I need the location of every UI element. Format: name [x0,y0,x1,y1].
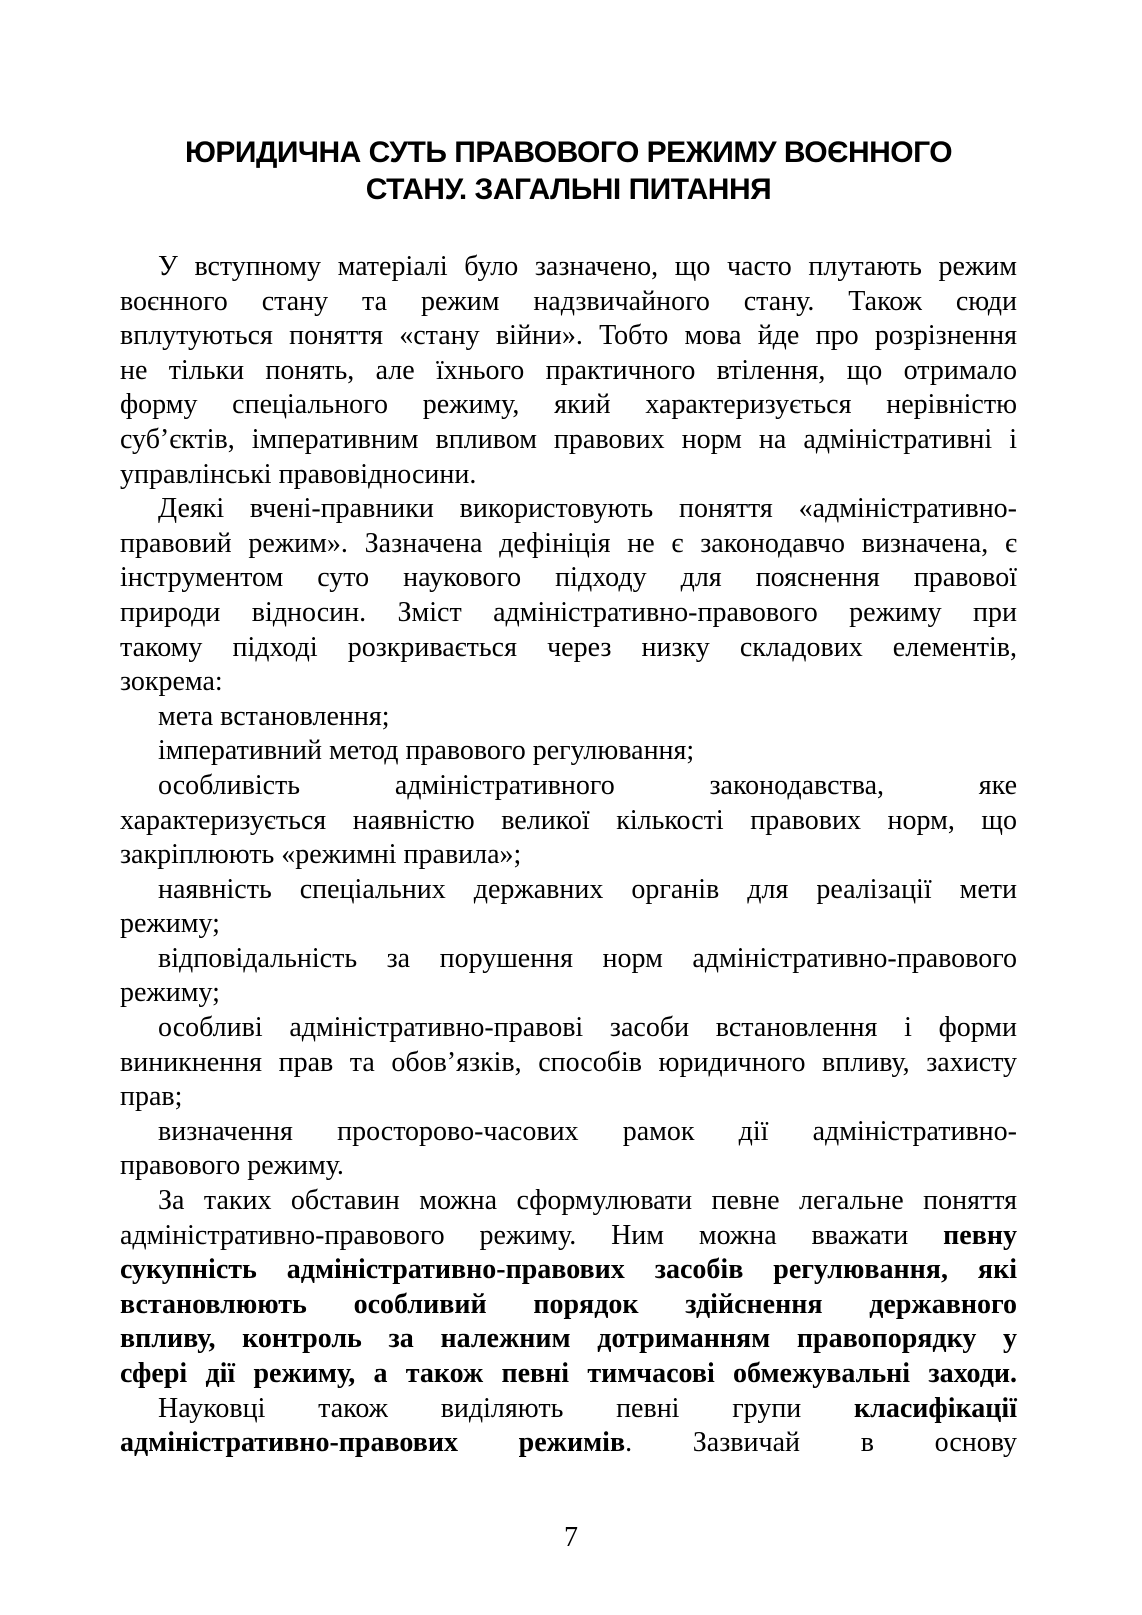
page-title [120,134,1017,208]
body-paragraph [120,492,1017,700]
text-segment: правовий режим». Зазначена дефініція не є законодавчо визначена, є [120,527,1017,559]
body-paragraph [120,769,1017,873]
text-segment: режиму; [120,977,220,1009]
text-segment: характеризується наявністю великої кількості правових норм, що [120,804,1017,836]
body-paragraph [120,700,1017,735]
text-line [120,1080,1017,1115]
text-line [120,1115,1017,1150]
text-line [120,631,1017,666]
text-line [120,1253,1017,1288]
text-segment: такому підході розкривається через низку складових елементів, [120,631,1017,663]
text-line [120,319,1017,354]
text-segment: природи відносин. Зміст адміністративно-правового режиму при [120,596,1017,628]
body-paragraph [120,1392,1017,1461]
text-line [120,1288,1017,1323]
text-segment: правового режиму. [120,1150,344,1182]
text-segment: виникнення прав та обов’язків, способів юридичного впливу, захисту [120,1046,1017,1078]
text-line [120,423,1017,458]
text-segment: суб’єктів, імперативним впливом правових норм на адміністративні і [120,423,1017,455]
text-line [120,1392,1017,1427]
text-line [120,458,1017,493]
text-segment: воєнного стану та режим надзвичайного стану. Також сюди [120,285,1017,317]
body-paragraph [120,942,1017,1011]
text-segment: закріплюють «режимні правила»; [120,839,522,871]
text-line [120,700,1017,735]
bold-text-segment: класифікації [854,1392,1017,1424]
text-segment: . Зазвичай в основу [625,1427,1017,1459]
text-segment: У вступному матеріалі було зазначено, що часто плутають режим [158,251,1017,282]
text-segment: форму спеціального режиму, який характеризується нерівністю [120,389,1017,421]
text-line [120,561,1017,596]
text-line [120,769,1017,804]
bold-text-segment: впливу, контроль за належним дотриманням правопорядку у [120,1323,1017,1355]
title-line-2: СТАНУ. ЗАГАЛЬНІ ПИТАННЯ [365,173,772,206]
bold-text-segment: адміністративно-правових режимів [120,1427,626,1459]
text-line [120,1426,1017,1461]
body-paragraph [120,1011,1017,1115]
bold-text-segment: сфері дії режиму, а також певні тимчасові обмежувальні заходи. [120,1358,1017,1389]
body-paragraph [120,873,1017,942]
bold-text-segment: сукупність адміністративно-правових засобів регулювання, які [120,1254,1017,1286]
text-line [120,1011,1017,1046]
text-line [120,838,1017,873]
text-line [120,354,1017,389]
text-line [120,907,1017,942]
text-line [120,734,1017,769]
text-segment: Деякі вчені-правники використовують поняття «адміністративно- [158,493,1017,525]
text-line [120,1219,1017,1254]
text-segment: особливі адміністративно-правові засоби встановлення і форми [158,1012,1017,1044]
text-segment: наявність спеціальних державних органів для реалізації мети [158,873,1017,905]
text-segment: імперативний метод правового регулювання; [158,735,695,767]
text-line [120,527,1017,562]
text-line [120,596,1017,631]
bold-text-segment: певну [943,1219,1017,1251]
text-line [120,1046,1017,1081]
text-segment: режиму; [120,908,220,940]
text-line [120,492,1017,527]
text-segment: зокрема: [120,666,223,698]
text-line [120,250,1017,285]
text-line [120,976,1017,1011]
text-line [120,873,1017,908]
bold-text-segment: встановлюють особливий порядок здійснення державного [120,1288,1017,1320]
body-paragraph [120,1115,1017,1184]
text-line [120,1184,1017,1219]
text-segment: прав; [120,1081,183,1113]
text-line [120,1322,1017,1357]
text-line [120,804,1017,839]
text-segment: мета встановлення; [158,700,390,732]
body-paragraph [120,1184,1017,1392]
text-segment: вплутуються поняття «стану війни». Тобто мова йде про розрізнення [120,320,1017,352]
text-segment: визначення просторово-часових рамок дії адміністративно- [158,1115,1017,1147]
page-number: 7 [564,1522,578,1553]
text-segment: особливість адміністративного законодавства, яке [158,769,1017,801]
text-segment: Науковці також виділяють певні групи [158,1392,855,1424]
body-paragraph [120,250,1017,492]
text-line [120,285,1017,320]
body-paragraph [120,734,1017,769]
text-line [120,665,1017,700]
text-segment: За таких обставин можна сформулювати певне легальне поняття [158,1185,1017,1217]
text-segment: управлінські правовідносини. [120,458,477,490]
text-segment: відповідальність за порушення норм адміністративно-правового [158,942,1017,974]
text-line [120,1357,1017,1392]
text-segment: не тільки понять, але їхнього практичного втілення, що отримало [120,354,1017,386]
text-segment: інструментом суто наукового підходу для пояснення правової [120,562,1017,594]
text-line [120,388,1017,423]
text-line [120,942,1017,977]
document-body [120,250,1017,1461]
title-line-1: ЮРИДИЧНА СУТЬ ПРАВОВОГО РЕЖИМУ ВОЄННОГО [184,136,953,169]
page-content [120,134,1017,1461]
text-line [120,1149,1017,1184]
text-segment: адміністративно-правового режиму. Ним можна вважати [120,1219,944,1251]
